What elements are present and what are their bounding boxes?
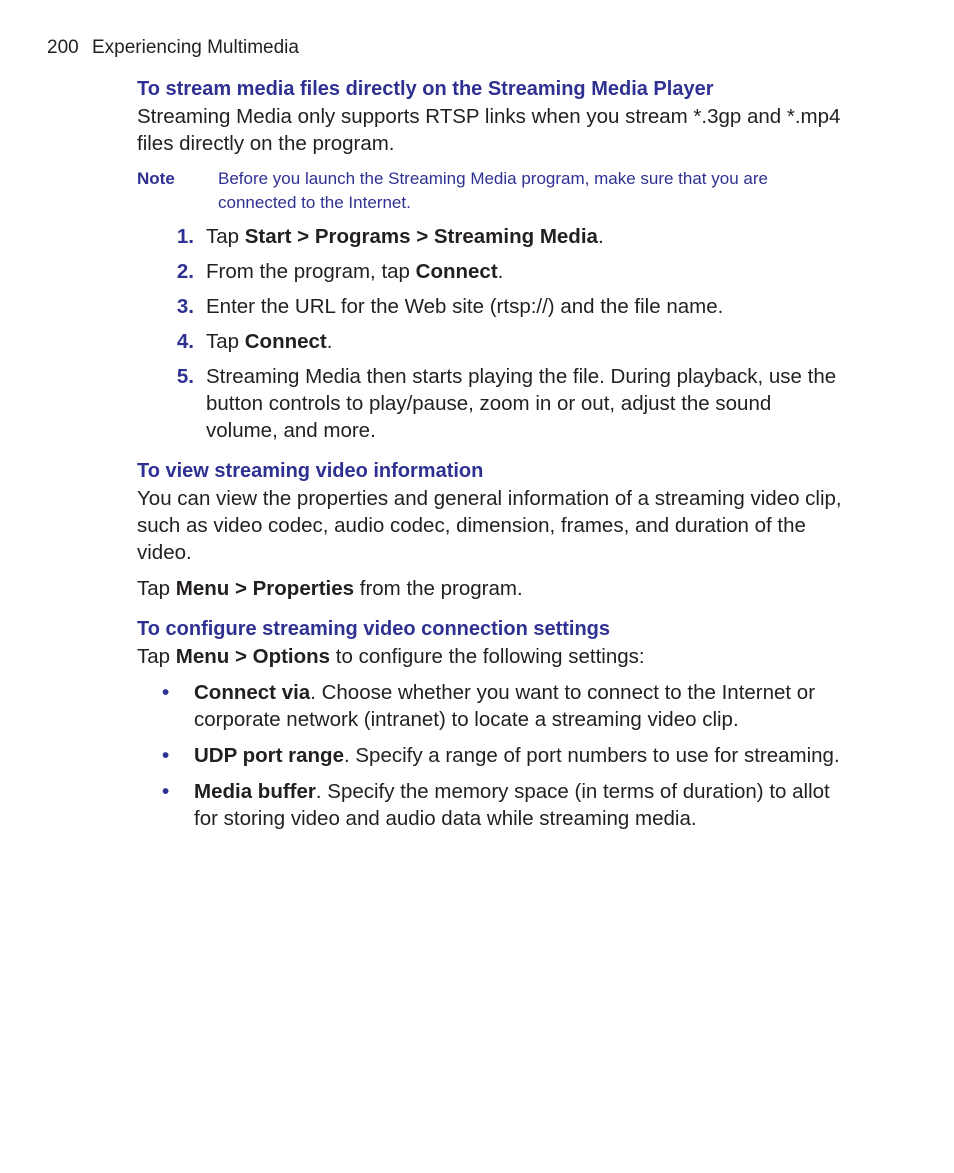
step-text: Tap Start > Programs > Streaming Media.	[206, 225, 604, 248]
step-item	[137, 293, 857, 320]
settings-list	[137, 679, 857, 832]
bullet-icon: •	[162, 681, 170, 704]
step-item	[137, 328, 857, 355]
step-text: Tap Connect.	[206, 330, 333, 353]
step-number: 1.	[176, 225, 194, 248]
list-item-text: UDP port range. Specify a range of port numbers to use for streaming.	[194, 744, 840, 767]
list-item	[137, 679, 857, 733]
page-number: 200	[47, 37, 79, 58]
step-text: Streaming Media then starts playing the file. During playback, use the button controls to play/pause, zoom in or out, adjust the sound volume, and more.	[206, 365, 837, 442]
step-number: 4.	[176, 330, 194, 353]
section-heading: To configure streaming video connection settings	[137, 618, 611, 640]
list-item-text: Media buffer. Specify the memory space (in terms of duration) to allot for storing video and audio data while streaming media.	[194, 780, 830, 830]
note-text: Before you launch the Streaming Media program, make sure that you are connected to the Internet.	[218, 169, 768, 212]
chapter-title: Experiencing Multimedia	[91, 37, 299, 58]
section-intro: You can view the properties and general information of a streaming video clip, such as video codec, audio codec, dimension, frames, and duration of the video.	[137, 487, 842, 564]
step-text: Enter the URL for the Web site (rtsp://) and the file name.	[206, 295, 724, 318]
section-heading: To view streaming video information	[137, 460, 484, 482]
section-connection-settings	[137, 616, 857, 832]
page-content	[137, 76, 857, 841]
step-number: 3.	[176, 295, 194, 318]
bullet-icon: •	[162, 780, 170, 803]
list-item-text: Connect via. Choose whether you want to connect to the Internet or corporate network (intranet) to locate a streaming video clip.	[194, 681, 816, 731]
note-label: Note	[137, 169, 175, 188]
list-item	[137, 742, 857, 769]
list-item	[137, 778, 857, 832]
section-intro: Streaming Media only supports RTSP links when you stream *.3gp and *.mp4 files directly on the program.	[137, 105, 841, 155]
section-heading: To stream media files directly on the Streaming Media Player	[137, 78, 714, 100]
step-item	[137, 223, 857, 250]
steps-list	[137, 223, 857, 444]
step-item	[137, 363, 857, 444]
section-instruction: Tap Menu > Options to configure the following settings:	[137, 645, 645, 668]
section-stream-media	[137, 76, 857, 444]
step-text: From the program, tap Connect.	[206, 260, 504, 283]
bullet-icon: •	[162, 744, 170, 767]
step-item	[137, 258, 857, 285]
note-box	[137, 167, 857, 215]
section-instruction: Tap Menu > Properties from the program.	[137, 577, 523, 600]
running-header	[47, 37, 299, 59]
step-number: 2.	[176, 260, 194, 283]
section-streaming-info	[137, 458, 857, 602]
step-number: 5.	[176, 365, 194, 388]
